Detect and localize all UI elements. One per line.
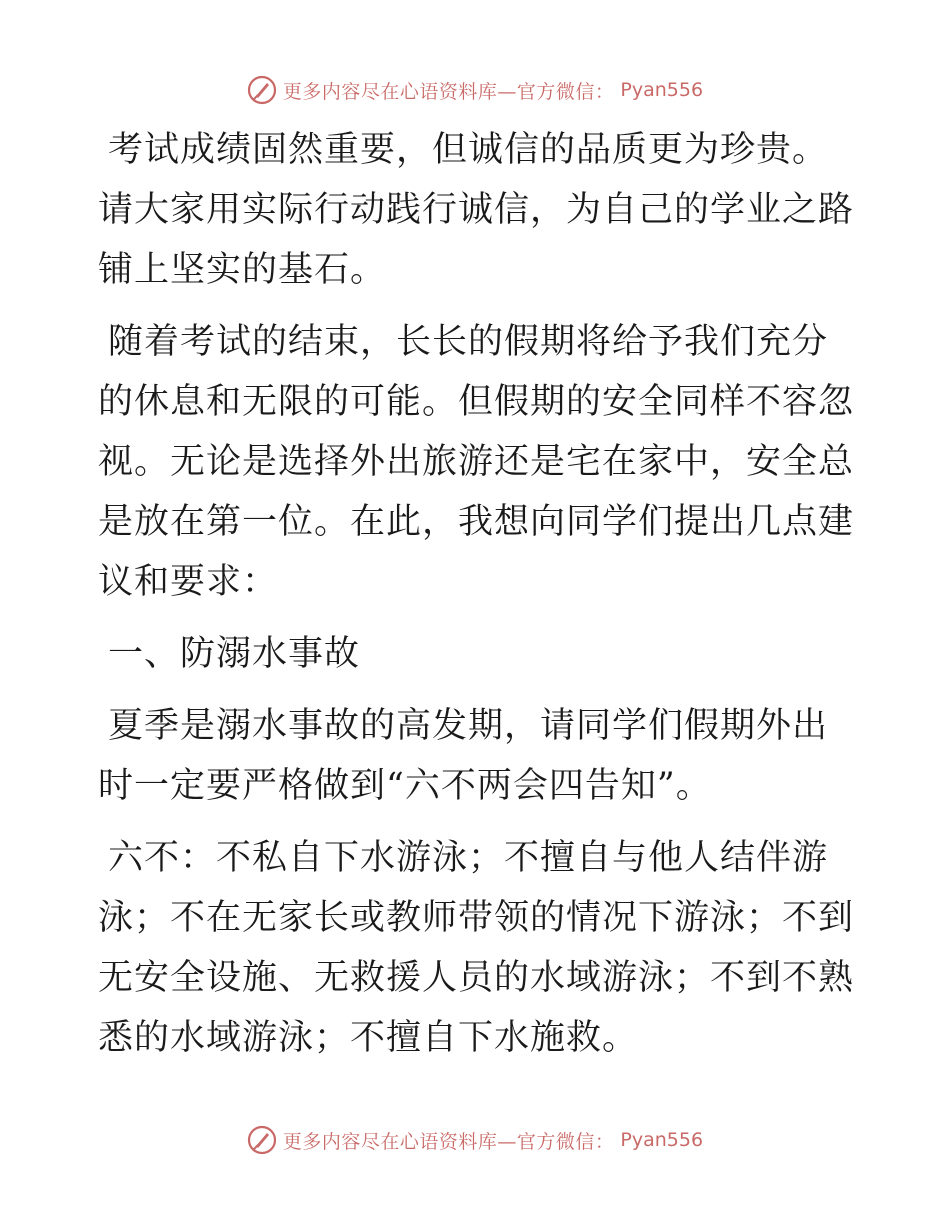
watermark-wechat-id: Pyan556 (620, 1129, 704, 1151)
document-body (98, 120, 858, 1080)
watermark-wechat-id: Pyan556 (620, 79, 704, 101)
feather-pen-logo-icon (247, 1125, 277, 1155)
watermark-text: 更多内容尽在心语资料库—官方微信： (282, 1130, 615, 1153)
paragraph-summer-drowning: 夏季是溺水事故的高发期，请同学们假期外出时一定要严格做到“六不两会四告知”。 (98, 706, 829, 806)
paragraph-holiday-safety: 随着考试的结束，长长的假期将给予我们充分的休息和无限的可能。但假期的安全同样不容忽视。无论是选择外出旅游还是宅在家中，安全总是放在第一位。在此，我想向同学们提出几点建议和要求： (98, 322, 855, 602)
paragraph-six-nots: 六不：不私自下水游泳；不擅自与他人结伴游泳；不在无家长或教师带领的情况下游泳；不到无安全设施、无救援人员的水域游泳；不到不熟悉的水域游泳；不擅自下水施救。 (98, 838, 855, 1058)
footer-watermark (0, 1120, 950, 1160)
paragraph-integrity: 考试成绩固然重要，但诚信的品质更为珍贵。请大家用实际行动践行诚信，为自己的学业之路铺上坚实的基石。 (98, 130, 855, 290)
header-watermark (0, 70, 950, 110)
watermark-text: 更多内容尽在心语资料库—官方微信： (282, 80, 615, 103)
feather-pen-logo-icon (247, 75, 277, 105)
section-heading-drowning: 一、防溺水事故 (108, 634, 361, 674)
